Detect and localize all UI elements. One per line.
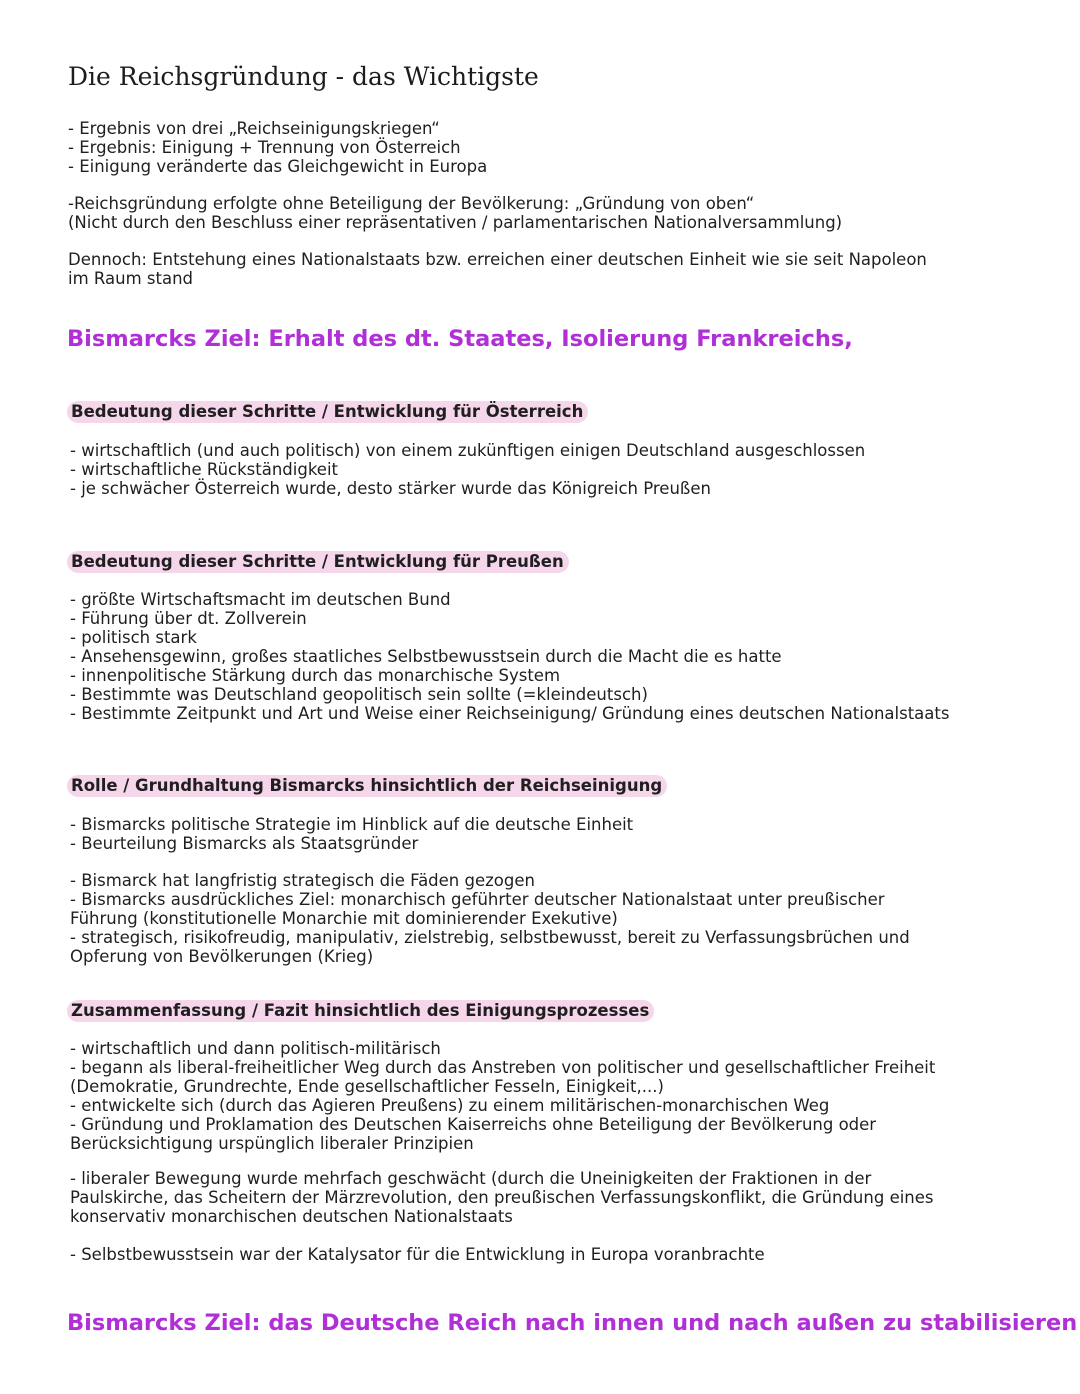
intro-bullets: - Ergebnis von drei „Reichseinigungskriegen“ - Ergebnis: Einigung + Trennung von Österreich - Einigung veränderte das Gleichgewicht in Europa bbox=[68, 119, 488, 176]
goal-heading-1: Bismarcks Ziel: Erhalt des dt. Staates, Isolierung Frankreichs, bbox=[67, 326, 853, 352]
section-text-summary-2: - liberaler Bewegung wurde mehrfach geschwächt (durch die Uneinigkeiten der Fraktionen in der Paulskirche, das Scheitern der Märzrevolution, den preußischen Verfassungskonflikt, die Gründung eines konservativ monarchischen deutschen Nationalstaats bbox=[70, 1169, 934, 1226]
section-heading-prussia: Bedeutung dieser Schritte / Entwicklung für Preußen bbox=[67, 551, 569, 573]
page-title: Die Reichsgründung - das Wichtigste bbox=[68, 62, 539, 91]
section-heading-austria: Bedeutung dieser Schritte / Entwicklung für Österreich bbox=[67, 401, 588, 423]
section-text-austria: - wirtschaftlich (und auch politisch) von einem zukünftigen einigen Deutschland ausgeschlossen - wirtschaftliche Rückständigkeit - je schwächer Österreich wurde, desto stärker wurde das Königreich Preußen bbox=[70, 441, 866, 498]
section-text-summary: - wirtschaftlich und dann politisch-militärisch - begann als liberal-freiheitlicher Weg durch das Anstreben von politischer und gesellschaftlicher Freiheit (Demokratie, Grundrechte, Ende gesellschaftlicher Fesseln, Einigkeit,...) - entwickelte sich (durch das Agieren Preußens) zu einem militärischen-monarchischen Weg - Gründung und Proklamation des Deutschen Kaiserreichs ohne Beteiligung der Bevölkerung oder Berücksichtigung urspünglich liberaler Prinzipien bbox=[70, 1039, 936, 1153]
section-text-bismarck: - Bismarcks politische Strategie im Hinblick auf die deutsche Einheit - Beurteilung Bismarcks als Staatsgründer bbox=[70, 815, 634, 853]
section-text-summary-3: - Selbstbewusstsein war der Katalysator für die Entwicklung in Europa voranbrachte bbox=[70, 1245, 765, 1264]
founding-text: -Reichsgründung erfolgte ohne Beteiligung der Bevölkerung: „Gründung von oben“ (Nicht durch den Beschluss einer repräsentativen / parlamentarischen Nationalversammlung) bbox=[68, 194, 843, 232]
section-heading-summary: Zusammenfassung / Fazit hinsichtlich des Einigungsprozesses bbox=[67, 1000, 654, 1022]
goal-heading-2: Bismarcks Ziel: das Deutsche Reich nach innen und nach außen zu stabilisieren bbox=[67, 1310, 1078, 1336]
section-text-prussia: - größte Wirtschaftsmacht im deutschen Bund - Führung über dt. Zollverein - politisch stark - Ansehensgewinn, großes staatliches Selbstbewusstsein durch die Macht die es hatte - innenpolitische Stärkung durch das monarchische System - Bestimmte was Deutschland geopolitisch sein sollte (=kleindeutsch) - Bestimmte Zeitpunkt und Art und Weise einer Reichseinigung/ Gründung eines deutschen Nationalstaats bbox=[70, 590, 950, 723]
section-text-bismarck-2: - Bismarck hat langfristig strategisch die Fäden gezogen - Bismarcks ausdrückliches Ziel: monarchisch geführter deutscher Nationalstaat unter preußischer Führung (konstitutionelle Monarchie mit dominierender Exekutive) - strategisch, risikofreudig, manipulativ, zielstrebig, selbstbewusst, bereit zu Verfassungsbrüchen und Opferung von Bevölkerungen (Krieg) bbox=[70, 871, 910, 966]
dennoch-text: Dennoch: Entstehung eines Nationalstaats bzw. erreichen einer deutschen Einheit wie sie seit Napoleon im Raum stand bbox=[68, 250, 927, 288]
section-heading-bismarck: Rolle / Grundhaltung Bismarcks hinsichtlich der Reichseinigung bbox=[67, 775, 667, 797]
